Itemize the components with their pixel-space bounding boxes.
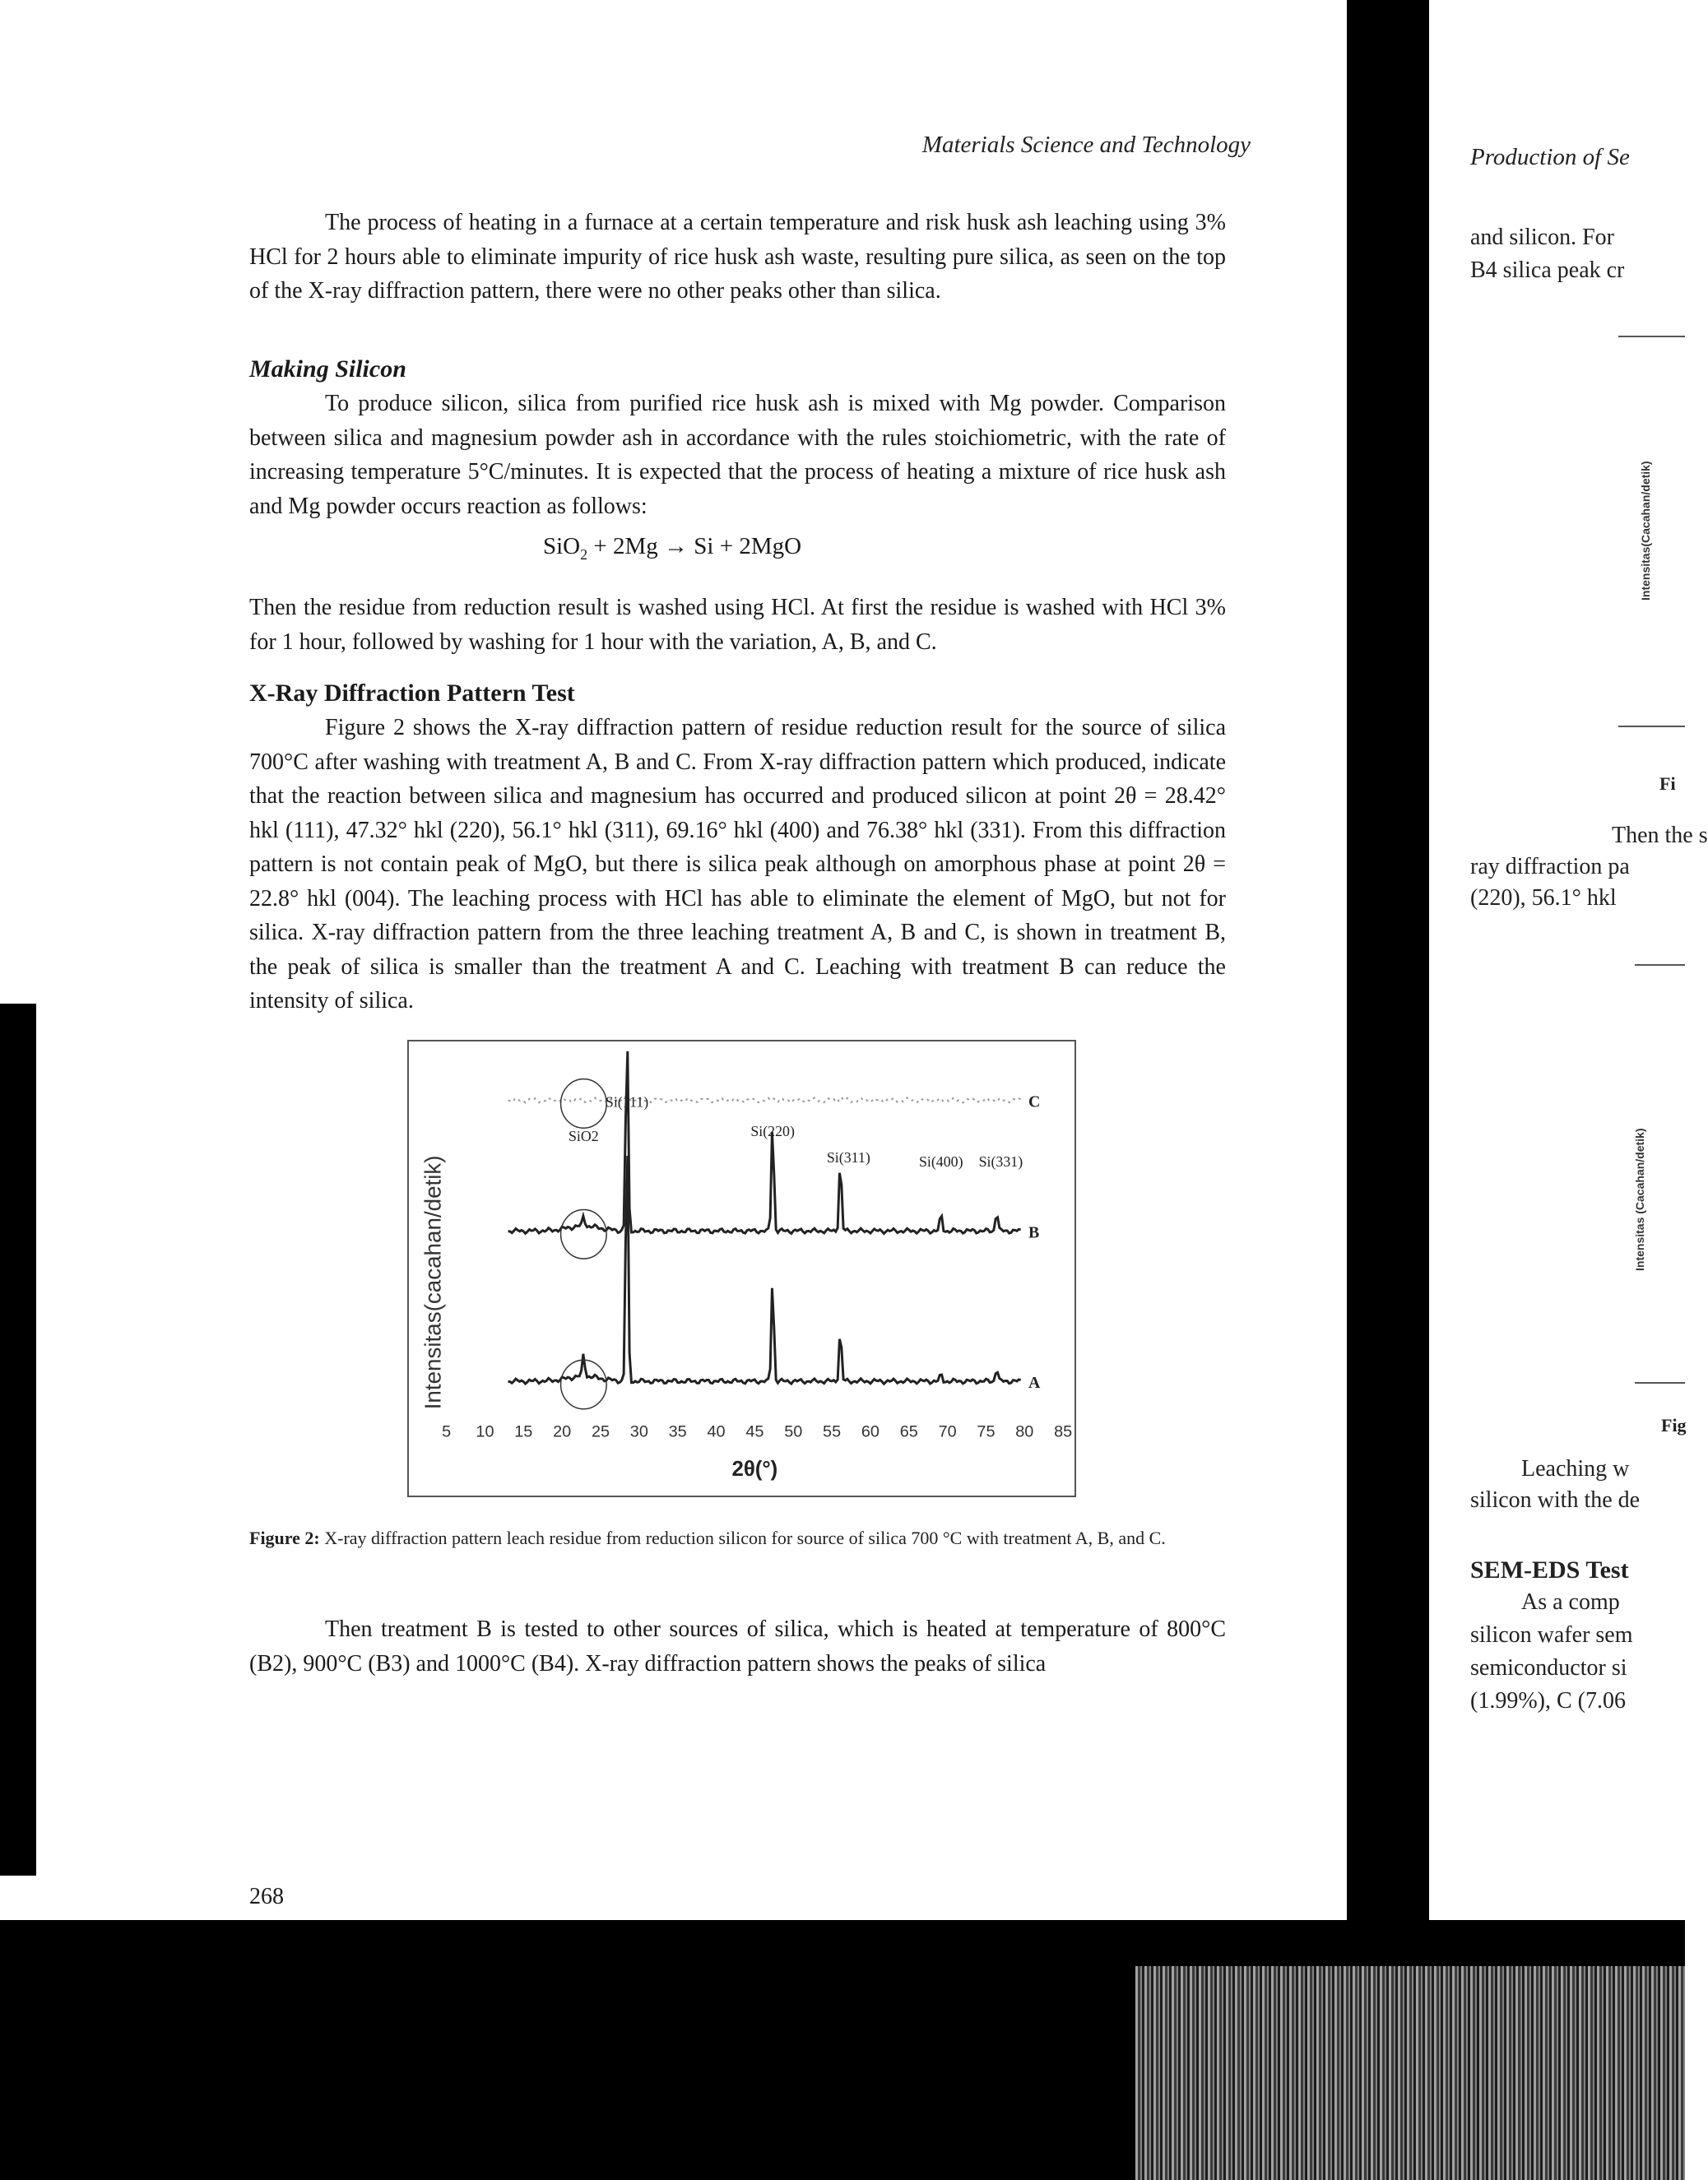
peak-annotation: Si(311) [826,1148,870,1166]
eq-rest: + 2Mg → Si + 2MgO [587,533,802,559]
neighbor-figure-border [1618,336,1685,337]
neighbor-line: B4 silica peak cr [1470,257,1625,283]
neighbor-figure-border [1635,964,1685,966]
paragraph-treatment-b [249,1612,1226,1681]
silica-circle-C [561,1079,607,1129]
caption-label: Figure 2: [249,1528,320,1548]
scan-gutter-shadow [1347,0,1429,1921]
xrd-figure [407,1040,1076,1497]
neighbor-line: (220), 56.1° hkl [1470,885,1617,911]
neighbor-fig-label: Fig [1661,1415,1687,1436]
series-line-C [508,1092,1021,1103]
x-tick-label: 25 [591,1422,610,1441]
series-label-B: B [1028,1223,1040,1242]
eq-subscript: 2 [580,545,588,563]
x-tick-label: 85 [1054,1422,1073,1441]
peak-annotation: Si(400) [918,1153,963,1170]
neighbor-figure-border [1618,726,1685,727]
paragraph-text: Figure 2 shows the X-ray diffraction pattern of residue reduction result for the source of silica 700°C after washing with treatment A, B and C. From X-ray diffraction pattern which produced, indicate that the reaction between silica and magnesium has occurred and produced silicon at point 2θ = 28.42° hkl (111), 47.32° hkl (220), 56.1° hkl (311), 69.16° hkl (400) and 76.38° hkl (331). From this diffraction pattern is not contain peak of MgO, but there is silica peak although on amorphous phase at point 2θ = 22.8° hkl (004). The leaching process with HCl has able to eliminate the element of MgO, but not for silica. X-ray diffraction pattern from the three leaching treatment A, B and C, is shown in treatment B, the peak of silica is smaller than the treatment A and C. Leaching with treatment B can reduce the intensity of silica. [249,715,1226,1013]
x-tick-label: 5 [442,1422,452,1441]
caption-text: X-ray diffraction pattern leach residue from reduction silicon for source of silica 700 °C with treatment A, B, and C. [319,1528,1166,1548]
x-tick-label: 40 [707,1422,726,1441]
x-tick-label: 70 [938,1422,957,1441]
neighbor-line: semiconductor si [1470,1655,1627,1681]
page-number: 268 [249,1884,284,1909]
x-tick-label: 45 [745,1422,764,1441]
figure-caption [249,1526,1226,1551]
running-header: Materials Science and Technology [921,132,1251,158]
neighbor-fig-label: Fi [1659,773,1676,794]
series-label-C: C [1028,1092,1041,1111]
x-tick-label: 60 [861,1422,880,1441]
section-heading-making-silicon: Making Silicon [249,355,406,383]
scan-noise [1135,1966,1685,2180]
section-heading-xrd: X-Ray Diffraction Pattern Test [249,680,575,707]
x-tick-label: 30 [629,1422,648,1441]
neighbor-page [1429,0,1708,1920]
paragraph-text: Then treatment B is tested to other sources of silica, which is heated at temperature of 800°C (B2), 900°C (B3) and 1000°C (B4). X-ray diffraction pattern shows the peaks of silica [249,1616,1226,1677]
paragraph-text: The process of heating in a furnace at a certain temperature and risk husk ash leaching using 3% HCl for 2 hours able to eliminate impurity of rice husk ash waste, resulting pure silica, as seen on the top of the X-ray diffraction pattern, there were no other peaks other than silica. [249,210,1226,304]
series-line-A [508,1156,1021,1384]
x-tick-label: 35 [668,1422,687,1441]
neighbor-line: (1.99%), C (7.06 [1470,1688,1626,1714]
neighbor-line: and silicon. For [1470,225,1614,250]
peak-annotation: Si(220) [750,1123,795,1140]
paragraph-xrd [249,711,1226,1018]
peak-annotation: SiO2 [569,1128,599,1145]
peak-annotation: Si(111) [605,1093,649,1111]
x-tick-label: 80 [1015,1422,1034,1441]
eq-sio: SiO [543,533,581,559]
neighbor-line: ray diffraction pa [1470,854,1630,879]
neighbor-header: Production of Se [1470,144,1630,170]
silica-circle-A [561,1360,607,1409]
x-tick-label: 10 [476,1422,494,1441]
x-axis-label: 2θ(°) [731,1458,778,1482]
x-tick-label: 65 [899,1422,918,1441]
paragraph-text: Then the residue from reduction result is washed using HCl. At first the residue is washed with HCl 3% for 1 hour, followed by washing for 1 hour with the variation, A, B, and C. [249,595,1226,655]
x-tick-label: 75 [977,1422,996,1441]
neighbor-line: silicon with the de [1470,1487,1641,1513]
peak-annotation: Si(331) [978,1153,1023,1170]
neighbor-line: silicon wafer sem [1470,1622,1633,1648]
y-axis-label: Intensitas(cacahan/detik) [420,1155,446,1410]
neighbor-figure-border [1635,1382,1685,1384]
reaction-equation [543,533,1037,564]
neighbor-heading: SEM-EDS Test [1470,1556,1629,1584]
neighbor-line: Then the s [1612,823,1708,848]
neighbor-axis-label: Intensitas (Cacahan/detik) [1633,1128,1646,1271]
scan-left-edge [0,1004,36,1876]
neighbor-line: As a comp [1521,1589,1620,1615]
paragraph-text: To produce silicon, silica from purified rice husk ash is mixed with Mg powder. Comparison between silica and magnesium powder ash in accordance with the rules stoichiometric, with the rate of increasing temperature 5°C/minutes. It is expected that the process of heating a mixture of rice husk ash and Mg powder occurs reaction as follows: [249,391,1226,519]
neighbor-axis-label: Intensitas(Cacahan/detik) [1639,461,1652,601]
x-tick-label: 55 [823,1422,842,1441]
xrd-chart-svg [409,1041,1074,1496]
x-tick-label: 50 [784,1422,803,1441]
x-tick-label: 20 [553,1422,572,1441]
x-tick-label: 15 [514,1422,533,1441]
neighbor-line: Leaching w [1521,1456,1630,1482]
series-label-A: A [1028,1373,1041,1392]
paragraph-purification [249,206,1226,308]
paragraph-washing [249,591,1226,659]
paragraph-making-silicon [249,387,1226,523]
